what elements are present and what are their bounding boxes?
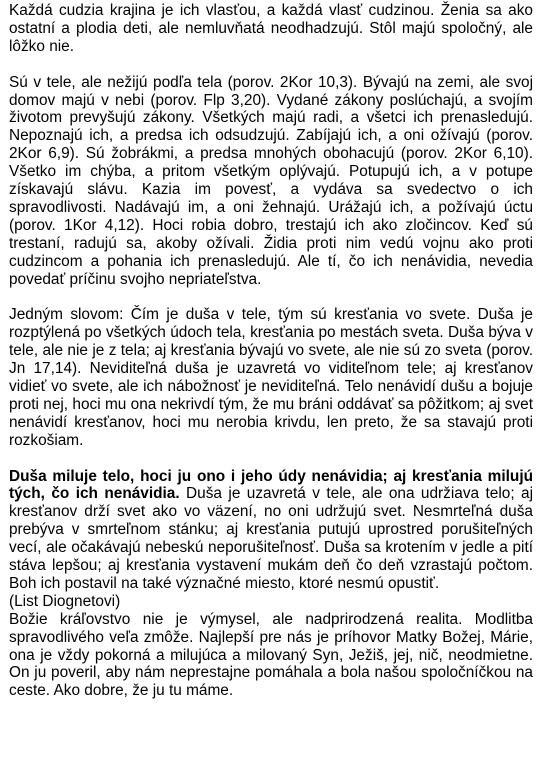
closing-paragraph: Božie kráľovstvo nie je výmysel, ale nadprirodzená realita. Modlitba spravodlivého veľa zmôže. Najlepší pre nás je príhovor Matky Božej, Márie, ona je vždy pokorná a milujúca a milovaný Syn, Ježiš, jej, nič, neodmietne. On ju poveril, aby nám neprestajne pomáhala a bola našou spoločníčkou na ceste. Ako dobre, že ju tu máme.: [9, 610, 533, 700]
paragraph-soul-body: Jedným slovom: Čím je duša v tele, tým sú kresťania vo svete. Duša je rozptýlená po všetkých údoch tela, kresťania po mestách sveta. Duša býva v tele, ale nie je z tela; aj kresťania bývajú vo svete, ale nie sú zo sveta (porov. Jn 17,14). Neviditeľná duša je uzavretá vo viditeľnom tele; aj kresťanov vidieť vo svete, ale ich nábožnosť je neviditeľná. Telo nenávidí dušu a bojuje proti nej, hoci mu ona nekrivdí tým, že mu bráni oddávať sa pôžitkom; aj svet nenávidí kresťanov, hoci mu nerobia krivdu, len preto, že sa stavajú proti rozkošiam.: [9, 306, 533, 449]
bold-lead-sentence: Duša miluje telo, hoci ju ono i jeho údy nenávidia; aj kresťania milujú tých, čo ich nenávidia.: [9, 467, 533, 503]
paragraph-continuation: Duša je uzavretá v tele, ale ona udržiava telo; aj kresťanov drží svet ako vo väzení, no oni udržujú svet. Nesmrteľná duša prebýva v smrteľnom stánku; aj kresťania putujú uprostred porušiteľných vecí, ale očakávajú nebeskú neporušiteľnosť. Duša sa krotením v jedle a pití stáva lepšou; aj kresťania vystavení mukám deň čo deň vzrastajú počtom. Boh ich postavil na také význačné miesto, ktoré nesmú opustiť.: [9, 485, 533, 592]
paragraph-in-flesh: Sú v tele, ale nežijú podľa tela (porov. 2Kor 10,3). Bývajú na zemi, ale svoj domov majú v nebi (porov. Flp 3,20). Vydané zákony poslúchajú, a svojím životom prevyšujú zákony. Všetkých majú radi, a všetci ich prenasledujú. Nepoznajú ich, a predsa ich odsudzujú. Zabíjajú ich, a oni ožívajú (porov. 2Kor 6,9). Sú žobrákmi, a predsa mnohých obohacujú (porov. 2Kor 6,10). Všetko im chýba, a pritom všetkým oplývajú. Potupujú ich, a v potupe získavajú slávu. Kazia im povesť, a vydáva sa svedectvo o ich spravodlivosti. Nadávajú im, a oni žehnajú. Urážajú ich, a požívajú úctu (porov. 1Kor 4,12). Hoci robia dobro, trestajú ich ako zločincov. Keď sú trestaní, radujú sa, akoby ožívali. Židia proti nim vedú vojnu ako proti cudzincom a pohania ich prenasledujú. Ale tí, čo ich nenávidia, nevedia povedať príčinu svojho nepriateľstva.: [9, 73, 533, 288]
document-page: [9, 2, 533, 700]
paragraph-soul-loves-body: [9, 468, 533, 593]
source-citation: (List Diognetovi): [9, 592, 121, 610]
paragraph-strangers: Každá cudzia krajina je ich vlasťou, a každá vlasť cudzinou. Ženia sa ako ostatní a plodia deti, ale nemluvňatá neodhadzujú. Stôl majú spoločný, ale lôžko nie.: [9, 2, 533, 55]
